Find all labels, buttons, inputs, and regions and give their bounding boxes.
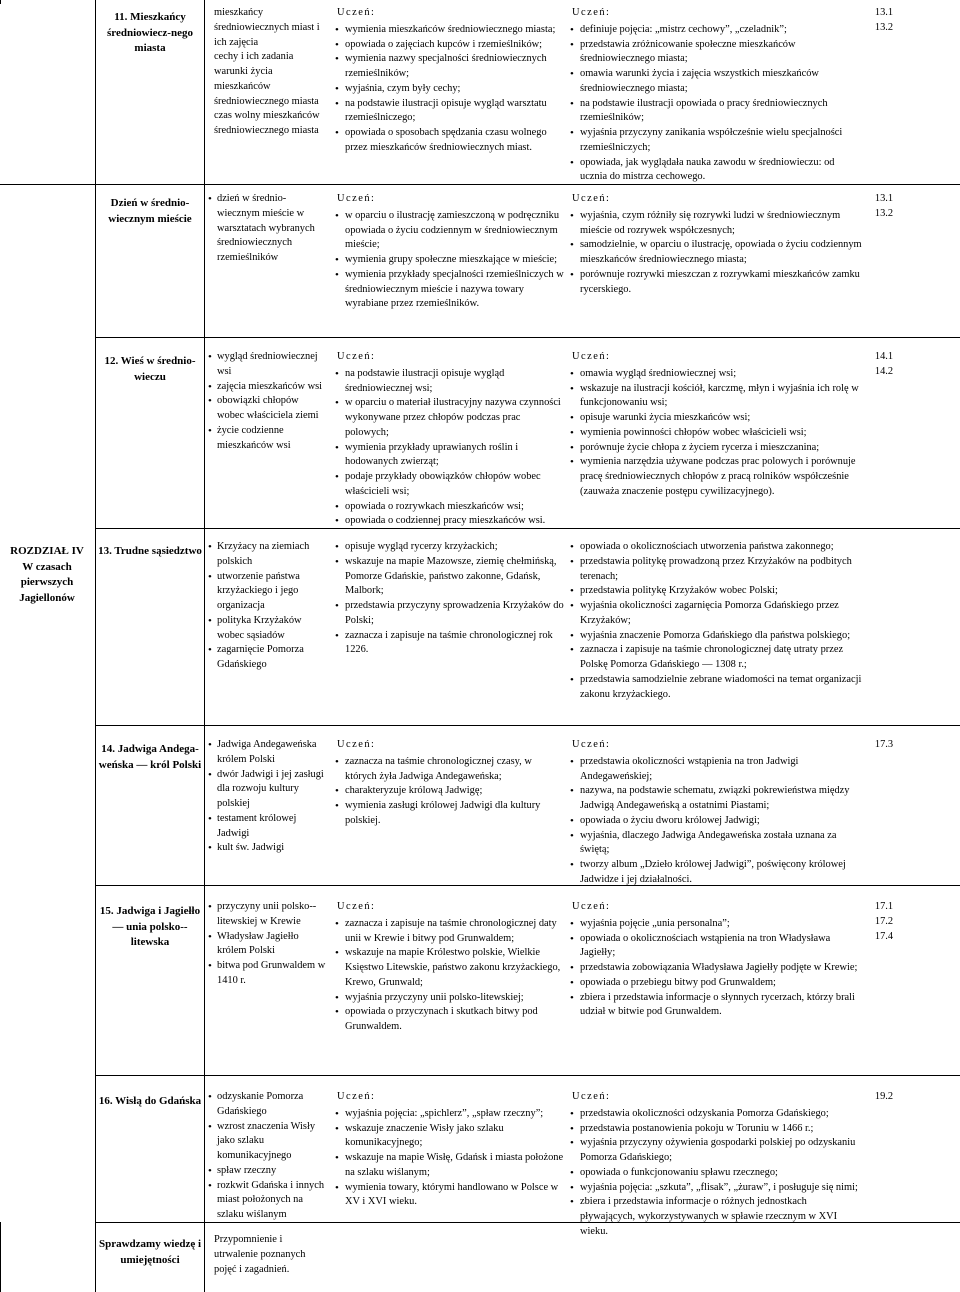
code-list (866, 6, 902, 36)
uczen-label: Uczeń: (572, 193, 611, 204)
code-item: 13.2 (874, 207, 894, 219)
content-item: • Władysław Jagiełło królem Polski (206, 930, 328, 960)
content-list (206, 1090, 328, 1223)
requirement-item: • wyjaśnia, czym różniły się rozrywki ludzi w średniowiecznym mieście od rozrywek współczesnych; (568, 209, 864, 239)
uczen-label: Uczeń: (337, 901, 376, 912)
content-item: • Krzyżacy na ziemiach polskich (206, 540, 328, 570)
row-divider (95, 528, 960, 529)
requirement-list (568, 209, 864, 298)
requirement-list (333, 367, 565, 529)
extended-requirements (568, 900, 864, 1020)
requirement-item: • przedstawia przyczyny sprowadzenia Krzyżaków do Polski; (333, 599, 565, 629)
requirement-list (568, 367, 864, 500)
requirement-item: • podaje przykłady obowiązków chłopów wobec właścicieli wsi; (333, 470, 565, 500)
lesson-topic: 11. Mieszkańcy średniowiecz-nego miasta (107, 11, 193, 55)
requirement-item: • charakteryzuje królową Jadwigę; (333, 784, 565, 799)
content-cell (206, 540, 328, 673)
code-item: 13.1 (874, 7, 894, 18)
column-divider (0, 0, 1, 4)
requirement-list (568, 1107, 864, 1240)
chapter-title: ROZDZIAŁ IV W czasach pierwszych Jagiellonów (10, 545, 84, 604)
requirement-item: • wymienia towary, którymi handlowano w Polsce w XV i XVI wieku. (333, 1181, 565, 1211)
requirement-item: • opowiada o przebiegu bitwy pod Grunwaldem; (568, 976, 864, 991)
requirement-item: • przedstawia postanowienia pokoju w Toruniu w 1466 r.; (568, 1122, 864, 1137)
uczen-label: Uczeń: (337, 193, 376, 204)
requirement-item: • wskazuje na mapie Królestwo polskie, Wielkie Księstwo Litewskie, państwo zakonu krzyżackiego, Krewo, Grunwald; (333, 946, 565, 990)
row-divider (95, 725, 960, 726)
extended-requirements (568, 6, 864, 185)
content-item: • życie codzienne mieszkańców wsi (206, 424, 328, 454)
content-list (206, 540, 328, 673)
requirement-item: • w oparciu o materiał ilustracyjny nazywa czynności wykonywane przez chłopów podczas prac polowych; (333, 396, 565, 440)
requirement-item: • wymienia narzędzia używane podczas prac polowych i porównuje pracę średniowiecznych chłopów z pracą rolników współcześnie (zauważa znaczenie postępu cywilizacyjnego). (568, 455, 864, 499)
basic-requirements (333, 192, 565, 312)
content-cell (206, 738, 328, 856)
uczen-label: Uczeń: (337, 1091, 376, 1102)
requirement-item: • przedstawia samodzielnie zebrane wiadomości na temat organizacji zakonu krzyżackiego. (568, 673, 864, 703)
curriculum-codes (866, 900, 902, 944)
requirement-item: • samodzielnie, w oparciu o ilustrację, opowiada o życiu codziennym mieszkańców średniowiecznego miasta; (568, 238, 864, 268)
content-list (206, 192, 328, 266)
code-item: 17.3 (874, 739, 894, 750)
row-divider (95, 1222, 960, 1223)
requirement-item: • opowiada o przyczynach i skutkach bitwy pod Grunwaldem. (333, 1005, 565, 1035)
column-divider (204, 0, 205, 1292)
code-item: 13.2 (874, 21, 894, 33)
content-list (206, 900, 328, 989)
content-item: warunki życia mieszkańców średniowiecznego miasta (214, 66, 319, 107)
requirement-item: • przedstawia okoliczności odzyskania Pomorza Gdańskiego; (568, 1107, 864, 1122)
uczen-label: Uczeń: (337, 351, 376, 362)
requirement-item: • wyjaśnia okoliczności zagarnięcia Pomorza Gdańskiego przez Krzyżaków; (568, 599, 864, 629)
requirement-item: • wymienia mieszkańców średniowiecznego miasta; (333, 23, 565, 38)
requirement-item: • wymienia zasługi królowej Jadwigi dla kultury polskiej. (333, 799, 565, 829)
content-item: • odzyskanie Pomorza Gdańskiego (206, 1090, 328, 1120)
requirement-item: • przedstawia zróżnicowanie społeczne mieszkańców średniowiecznego miasta; (568, 38, 864, 68)
code-list (866, 192, 902, 222)
content-cell (206, 350, 328, 453)
code-list (866, 900, 902, 944)
requirement-item: • opowiada o zajęciach kupców i rzemieślników; (333, 38, 565, 53)
requirement-item: • przedstawia politykę prowadzoną przez Krzyżaków na podbitych terenach; (568, 555, 864, 585)
requirement-item: • definiuje pojęcia: „mistrz cechowy”, „czeladnik”; (568, 23, 864, 38)
content-item: • kult św. Jadwigi (206, 841, 328, 856)
content-item: • testament królowej Jadwigi (206, 812, 328, 842)
requirement-list (568, 23, 864, 185)
requirement-item: • omawia warunki życia i zajęcia wszystkich mieszkańców średniowiecznego miasta; (568, 67, 864, 97)
code-list (866, 738, 902, 753)
requirement-item: • zaznacza i zapisuje na taśmie chronologicznej daty unii w Krewie i bitwy pod Grunwaldem; (333, 917, 565, 947)
uczen-label: Uczeń: (572, 351, 611, 362)
extended-requirements (568, 350, 864, 500)
code-item: 14.1 (874, 351, 894, 362)
extended-requirements (568, 738, 864, 888)
lesson-topic: 16. Wisłą do Gdańska (98, 1095, 202, 1107)
lesson-topic: 12. Wieś w średnio-wieczu (104, 355, 196, 383)
content-cell (206, 6, 328, 139)
requirement-item: • opowiada, jak wyglądała nauka zawodu w średniowieczu: od ucznia do mistrza cechowego. (568, 156, 864, 186)
code-item: 19.2 (874, 1091, 894, 1102)
uczen-label: Uczeń: (572, 1091, 611, 1102)
requirement-item: • wymienia powinności chłopów wobec właścicieli wsi; (568, 426, 864, 441)
curriculum-codes (866, 192, 902, 222)
content-item: • wygląd średniowiecznej wsi (206, 350, 328, 380)
content-item: Przypomnienie i utrwalenie poznanych pojęć i zagadnień. (214, 1234, 306, 1275)
basic-requirements (333, 6, 565, 156)
lesson-topic: Dzień w średnio-wiecznym mieście (108, 197, 192, 225)
basic-requirements (333, 900, 565, 1035)
content-cell (206, 1090, 328, 1223)
content-list (206, 738, 328, 856)
code-item: 13.1 (874, 193, 894, 204)
row-divider (95, 1075, 960, 1076)
content-cell (206, 192, 328, 266)
basic-requirements (333, 540, 565, 658)
basic-requirements (333, 350, 565, 529)
content-item: mieszkańcy średniowiecznych miast i ich zajęcia (214, 7, 320, 48)
lesson-topic: 14. Jadwiga Andega-weńska — król Polski (98, 743, 202, 771)
requirement-item: • wyjaśnia przyczyny ożywienia gospodarki polskiej po odzyskaniu Pomorza Gdańskiego; (568, 1136, 864, 1166)
basic-requirements (333, 1090, 565, 1210)
content-item: • utworzenie państwa krzyżackiego i jego organizacja (206, 570, 328, 614)
content-item: • dzień w średnio-wiecznym mieście w warsztatach wybranych średniowiecznych rzemieślników (206, 192, 328, 266)
requirement-item: • wyjaśnia znaczenie Pomorza Gdańskiego dla państwa polskiego; (568, 629, 864, 644)
requirement-item: • wymienia nazwy specjalności średniowiecznych rzemieślników; (333, 52, 565, 82)
content-item: cechy i ich zadania (214, 51, 294, 63)
extended-requirements (568, 192, 864, 297)
code-item: 17.2 (874, 915, 894, 927)
requirement-item: • opowiada o sposobach spędzania czasu wolnego przez mieszkańców średniowiecznych miast. (333, 126, 565, 156)
code-item: 17.1 (874, 901, 894, 912)
requirement-list (333, 23, 565, 156)
curriculum-codes (866, 1090, 902, 1105)
curriculum-codes (866, 738, 902, 753)
content-list (206, 1233, 328, 1277)
requirement-item: • porównuje rozrywki mieszczan z rozrywkami mieszkańców zamku rycerskiego. (568, 268, 864, 298)
content-item: • spław rzeczny (206, 1164, 328, 1179)
requirement-list (568, 755, 864, 888)
content-cell (206, 1233, 328, 1277)
requirement-item: • tworzy album „Dzieło królowej Jadwigi”, poświęcony królowej Jadwidze i jej działalności. (568, 858, 864, 888)
requirement-item: • wyjaśnia przyczyny unii polsko-litewskiej; (333, 991, 565, 1006)
requirement-item: • wskazuje znaczenie Wisły jako szlaku komunikacyjnego; (333, 1122, 565, 1152)
uczen-label: Uczeń: (572, 7, 611, 18)
uczen-label: Uczeń: (572, 739, 611, 750)
content-item: • wzrost znaczenia Wisły jako szlaku komunikacyjnego (206, 1120, 328, 1164)
requirement-item: • przedstawia zobowiązania Władysława Jagiełły podjęte w Krewie; (568, 961, 864, 976)
requirement-item: • opisuje wygląd rycerzy krzyżackich; (333, 540, 565, 555)
requirement-item: • zbiera i przedstawia informacje o słynnych rycerzach, którzy brali udział w bitwie pod Grunwaldem. (568, 991, 864, 1021)
content-item: czas wolny mieszkańców średniowiecznego miasta (214, 110, 320, 137)
requirement-item: • wymienia przykłady uprawianych roślin i hodowanych zwierząt; (333, 441, 565, 471)
requirement-list (333, 209, 565, 312)
requirement-item: • omawia wygląd średniowiecznej wsi; (568, 367, 864, 382)
content-list (206, 350, 328, 453)
requirement-item: • zaznacza i zapisuje na taśmie chronologicznej rok 1226. (333, 629, 565, 659)
uczen-label: Uczeń: (337, 7, 376, 18)
curriculum-codes (866, 350, 902, 380)
requirement-item: • wyjaśnia, dlaczego Jadwiga Andegaweńska została uznana za świętą; (568, 829, 864, 859)
uczen-label: Uczeń: (337, 739, 376, 750)
requirement-item: • wymienia przykłady specjalności rzemieślniczych w średniowiecznym mieście i nazywa towary wyrabiane przez rzemieślników. (333, 268, 565, 312)
requirement-list (333, 755, 565, 829)
lesson-topic: 15. Jadwiga i Jagiełło — unia polsko--litewska (99, 905, 201, 949)
requirement-item: • w oparciu o ilustrację zamieszczoną w podręczniku opowiada o życiu codziennym w średniowiecznym mieście; (333, 209, 565, 253)
requirement-item: • na podstawie ilustracji opisuje wygląd warsztatu rzemieślniczego; (333, 97, 565, 127)
lesson-topic: 13. Trudne sąsiedztwo (98, 545, 202, 557)
requirement-list (568, 917, 864, 1020)
column-divider (95, 0, 96, 1292)
requirement-item: • wyjaśnia przyczyny zanikania współcześnie wielu specjalności rzemieślniczych; (568, 126, 864, 156)
content-item: • zajęcia mieszkańców wsi (206, 380, 328, 395)
requirement-item: • nazywa, na podstawie schematu, związki pokrewieństwa między Jadwigą Andegaweńską a ostatnimi Piastami; (568, 784, 864, 814)
extended-requirements (568, 1090, 864, 1240)
content-item: • obowiązki chłopów wobec właściciela ziemi (206, 394, 328, 424)
content-list (206, 6, 328, 139)
row-divider (0, 184, 960, 185)
requirement-item: • opowiada o rozrywkach mieszkańców wsi; (333, 500, 565, 515)
content-item: • Jadwiga Andegaweńska królem Polski (206, 738, 328, 768)
requirement-item: • opowiada o funkcjonowaniu spławu rzecznego; (568, 1166, 864, 1181)
content-item: • przyczyny unii polsko--litewskiej w Krewie (206, 900, 328, 930)
extended-requirements (568, 540, 864, 702)
requirement-item: • porównuje życie chłopa z życiem rycerza i mieszczanina; (568, 441, 864, 456)
uczen-label: Uczeń: (572, 901, 611, 912)
requirement-item: • wyjaśnia, czym były cechy; (333, 82, 565, 97)
content-item: • polityka Krzyżaków wobec sąsiadów (206, 614, 328, 644)
requirement-list (333, 917, 565, 1035)
requirement-item: • wyjaśnia pojęcia: „spichlerz”, „spław rzeczny”; (333, 1107, 565, 1122)
code-list (866, 1090, 902, 1105)
content-item: • rozkwit Gdańska i innych miast położonych na szlaku wiślanym (206, 1179, 328, 1223)
requirement-list (333, 540, 565, 658)
requirement-item: • opowiada o życiu dworu królowej Jadwigi; (568, 814, 864, 829)
requirement-item: • opisuje warunki życia mieszkańców wsi; (568, 411, 864, 426)
content-cell (206, 900, 328, 989)
requirement-item: • zaznacza i zapisuje na taśmie chronologicznej datę utraty przez Polskę Pomorza Gdańskiego — 1308 r.; (568, 643, 864, 673)
requirement-item: • wyjaśnia pojęcie „unia personalna”; (568, 917, 864, 932)
requirement-list (568, 540, 864, 702)
requirement-item: • zbiera i przedstawia informacje o różnych jednostkach pływających, wykorzystywanych w spławie rzecznym w XVI wieku. (568, 1195, 864, 1239)
requirement-item: • opowiada o codziennej pracy mieszkańców wsi. (333, 514, 565, 529)
code-item: 14.2 (874, 365, 894, 377)
requirement-item: • wskazuje na mapie Mazowsze, ziemię chełmińską, Pomorze Gdańskie, państwo zakonne, Gdańsk, Malbork; (333, 555, 565, 599)
requirement-item: • przedstawia politykę Krzyżaków wobec Polski; (568, 584, 864, 599)
basic-requirements (333, 738, 565, 829)
requirement-item: • na podstawie ilustracji opisuje wygląd średniowiecznej wsi; (333, 367, 565, 397)
requirement-item: • wskazuje na mapie Wisłę, Gdańsk i miasta położone na szlaku wiślanym; (333, 1151, 565, 1181)
requirement-item: • opowiada o okolicznościach utworzenia państwa zakonnego; (568, 540, 864, 555)
code-item: 17.4 (874, 930, 894, 942)
code-list (866, 350, 902, 380)
lesson-topic: Sprawdzamy wiedzę i umiejętności (98, 1238, 202, 1266)
content-item: • zagarnięcie Pomorza Gdańskiego (206, 643, 328, 673)
requirement-item: • na podstawie ilustracji opowiada o pracy średniowiecznych rzemieślników; (568, 97, 864, 127)
requirement-list (333, 1107, 565, 1210)
requirement-item: • opowiada o okolicznościach wstąpienia na tron Władysława Jagiełły; (568, 932, 864, 962)
row-divider (95, 337, 960, 338)
row-divider (95, 885, 960, 886)
curriculum-codes (866, 6, 902, 36)
requirement-item: • zaznacza na taśmie chronologicznej czasy, w których żyła Jadwiga Andegaweńska; (333, 755, 565, 785)
column-divider (0, 1222, 1, 1292)
requirement-item: • wskazuje na ilustracji kościół, karczmę, młyn i wyjaśnia ich rolę w funkcjonowaniu wsi; (568, 382, 864, 412)
requirement-item: • wymienia grupy społeczne mieszkające w mieście; (333, 253, 565, 268)
content-item: • dwór Jadwigi i jej zasługi dla rozwoju kultury polskiej (206, 768, 328, 812)
content-item: • bitwa pod Grunwaldem w 1410 r. (206, 959, 328, 989)
requirement-item: • przedstawia okoliczności wstąpienia na tron Jadwigi Andegaweńskiej; (568, 755, 864, 785)
requirement-item: • wyjaśnia pojęcia: „szkuta”, „flisak”, „żuraw”, i posługuje się nimi; (568, 1181, 864, 1196)
